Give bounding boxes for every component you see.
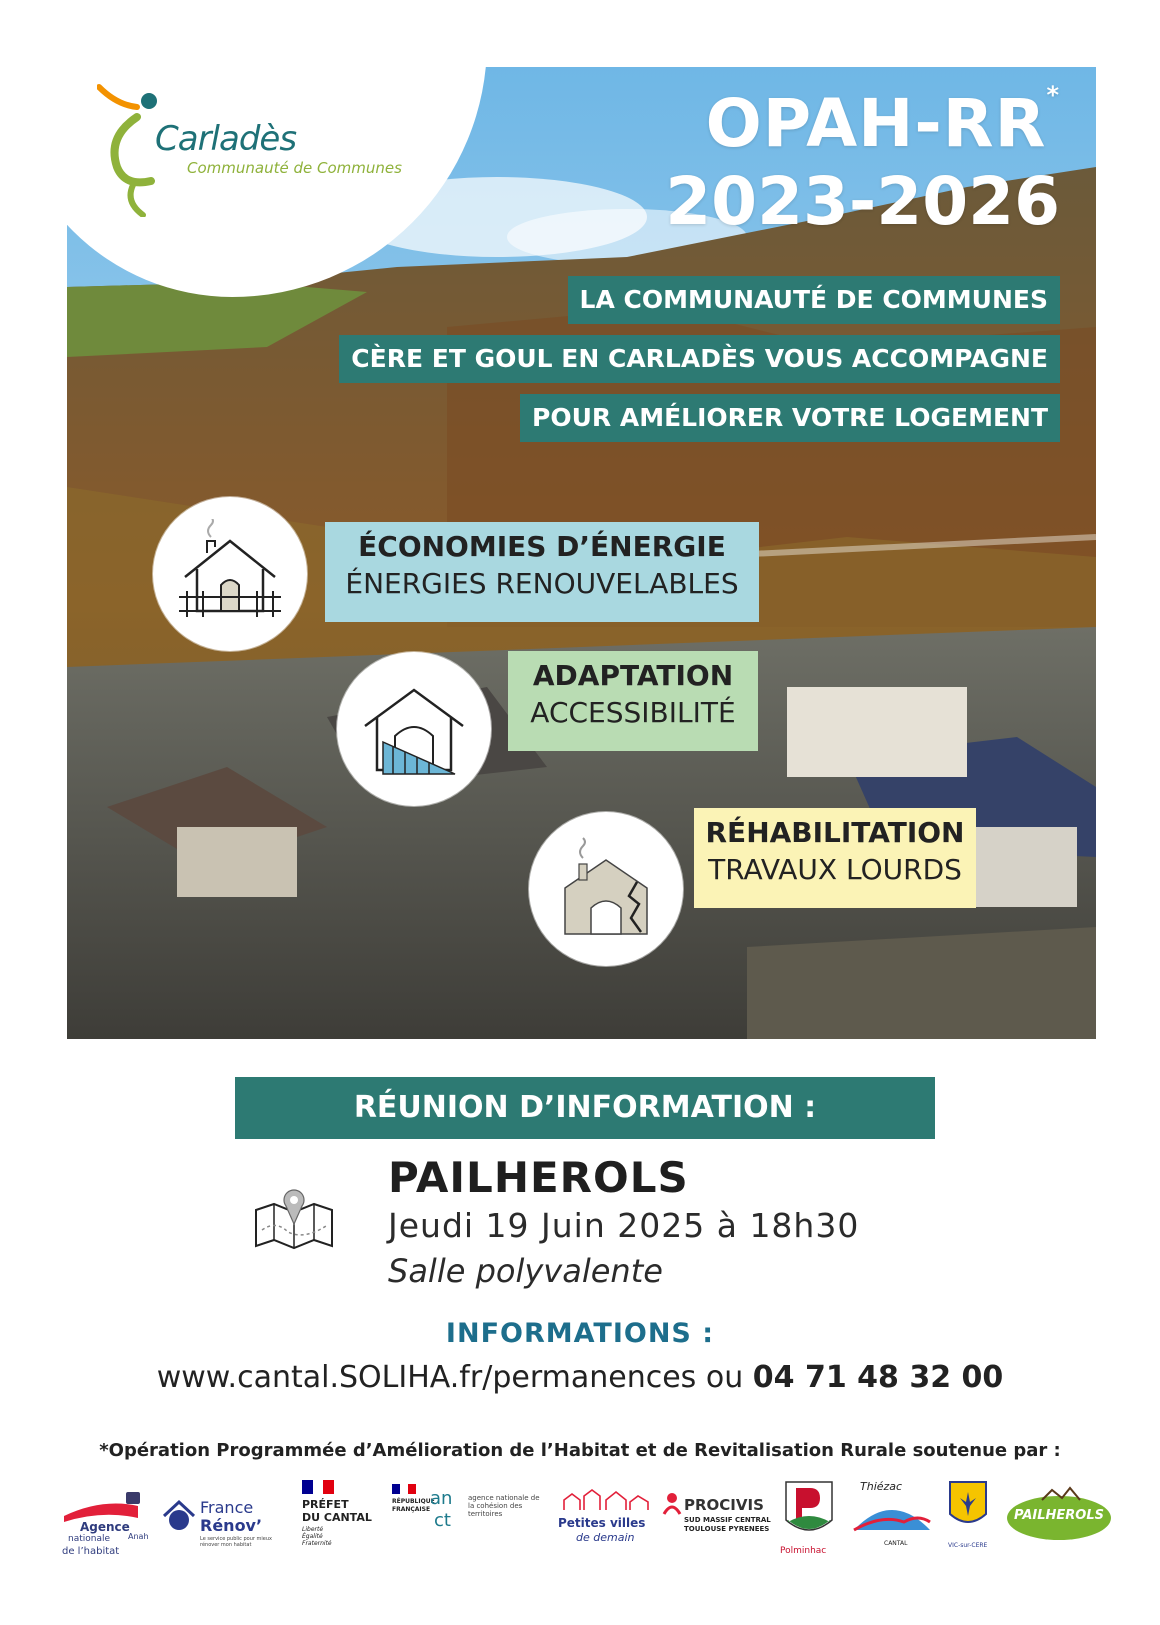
contact-line	[0, 1360, 1160, 1395]
anct-logo	[430, 1488, 550, 1548]
marianne-flag-icon	[392, 1484, 416, 1494]
intro-line-1: LA COMMUNAUTÉ DE COMMUNES	[568, 276, 1060, 324]
theme-adaptation-title: ADAPTATION	[532, 659, 734, 692]
theme-adaptation	[508, 651, 758, 751]
theme-adaptation-subtitle: ACCESSIBILITÉ	[530, 696, 736, 729]
carlades-logo	[97, 77, 427, 227]
france-renov-tag: Le service public pour mieux rénover mon habitat	[200, 1536, 273, 1548]
pailherols-logo	[1006, 1486, 1112, 1546]
thiezac-logo	[852, 1480, 934, 1560]
theme-adaptation-circle	[337, 652, 491, 806]
hero-photo	[67, 67, 1096, 1039]
intro-line-3: POUR AMÉLIORER VOTRE LOGEMENT	[520, 394, 1060, 442]
theme-rehab	[694, 808, 976, 908]
anah-tag: Anah	[128, 1532, 149, 1541]
map-pin-icon	[252, 1180, 336, 1252]
prefet-motto: Liberté Égalité Fraternité	[302, 1526, 332, 1547]
meeting-date: Jeudi 19 Juin 2025 à 18h30	[388, 1206, 860, 1245]
vic-shield-icon	[948, 1480, 988, 1532]
contact-url[interactable]: www.cantal.SOLIHA.fr/permanences	[156, 1360, 697, 1395]
procivis-line-3: TOULOUSE PYRENEES	[684, 1525, 770, 1533]
anah-mark-icon	[62, 1492, 152, 1522]
theme-energy-circle	[153, 497, 307, 651]
france-renov-line-2: Rénov’	[200, 1516, 263, 1535]
thiezac-line-1: Thiézac	[860, 1480, 903, 1493]
logo-name: Carladès	[155, 119, 297, 159]
petites-villes-logo	[558, 1488, 658, 1558]
procivis-logo	[662, 1492, 774, 1552]
small-town-icon	[562, 1488, 652, 1512]
theme-rehab-circle	[529, 812, 683, 966]
anah-line-1: Agence	[80, 1520, 130, 1534]
theme-energy-title: ÉCONOMIES D’ÉNERGIE	[358, 530, 726, 563]
polminhac-label: Polminhac	[780, 1546, 827, 1556]
anah-logo	[62, 1492, 152, 1562]
program-title-asterisk: *	[1046, 81, 1060, 109]
vic-label: VIC-sur-CERE	[948, 1542, 988, 1549]
prefet-logo	[302, 1480, 382, 1560]
petites-villes-line-2: de demain	[576, 1531, 635, 1544]
program-title-text: OPAH-RR	[705, 85, 1047, 162]
cracked-house-icon	[551, 834, 661, 944]
contact-phone[interactable]: 04 71 48 32 00	[752, 1360, 1004, 1395]
anct-a: an	[430, 1488, 453, 1509]
house-chimney-icon	[175, 519, 285, 629]
prefet-line-2: DU CANTAL	[302, 1511, 372, 1524]
house-ramp-icon	[359, 674, 469, 784]
theme-energy	[325, 522, 759, 622]
program-years: 2023-2026	[665, 163, 1060, 240]
theme-rehab-subtitle: TRAVAUX LOURDS	[708, 853, 962, 886]
procivis-figure-icon	[662, 1492, 682, 1516]
vic-sur-cere-logo	[948, 1480, 998, 1560]
thiezac-line-2: CANTAL	[884, 1540, 908, 1547]
footnote: *Opération Programmée d’Amélioration de l’Habitat et de Revitalisation Rurale soutenue par :	[99, 1440, 1061, 1461]
intro-line-2: CÈRE ET GOUL EN CARLADÈS VOUS ACCOMPAGNE	[339, 335, 1060, 383]
france-renov-house-icon	[160, 1496, 198, 1534]
logo-subtitle: Communauté de Communes	[187, 159, 402, 177]
polminhac-logo	[780, 1480, 840, 1570]
rf-line-1: RÉPUBLIQUE	[392, 1498, 435, 1505]
anct-text: agence nationale de la cohésion des territoires	[468, 1494, 540, 1518]
polminhac-shield-icon	[784, 1480, 834, 1540]
program-title	[705, 81, 1060, 162]
procivis-line-2: SUD MASSIF CENTRAL	[684, 1516, 771, 1524]
france-renov-line-1: France	[200, 1498, 254, 1517]
anah-line-3: de l’habitat	[62, 1546, 120, 1557]
rf-line-2: FRANÇAISE	[392, 1506, 431, 1513]
partner-logos	[62, 1480, 1112, 1590]
contact-or: ou	[705, 1360, 744, 1395]
thiezac-mountain-icon	[852, 1494, 932, 1538]
france-renov-logo	[160, 1490, 280, 1560]
theme-energy-subtitle: ÉNERGIES RENOUVELABLES	[345, 567, 739, 600]
anct-b: ct	[434, 1510, 451, 1531]
contact-label: INFORMATIONS :	[445, 1318, 715, 1349]
prefet-line-1: PRÉFET	[302, 1498, 349, 1511]
procivis-line-1: PROCIVIS	[684, 1496, 764, 1514]
french-flag-icon	[302, 1480, 334, 1494]
pailherols-label: PAILHEROLS	[1014, 1508, 1104, 1523]
meeting-heading: RÉUNION D’INFORMATION :	[235, 1077, 935, 1139]
petites-villes-line-1: Petites villes	[558, 1516, 646, 1530]
theme-rehab-title: RÉHABILITATION	[705, 816, 965, 849]
meeting-place: PAILHEROLS	[388, 1153, 689, 1202]
meeting-venue: Salle polyvalente	[388, 1252, 663, 1290]
anah-line-2: nationale	[68, 1534, 111, 1544]
